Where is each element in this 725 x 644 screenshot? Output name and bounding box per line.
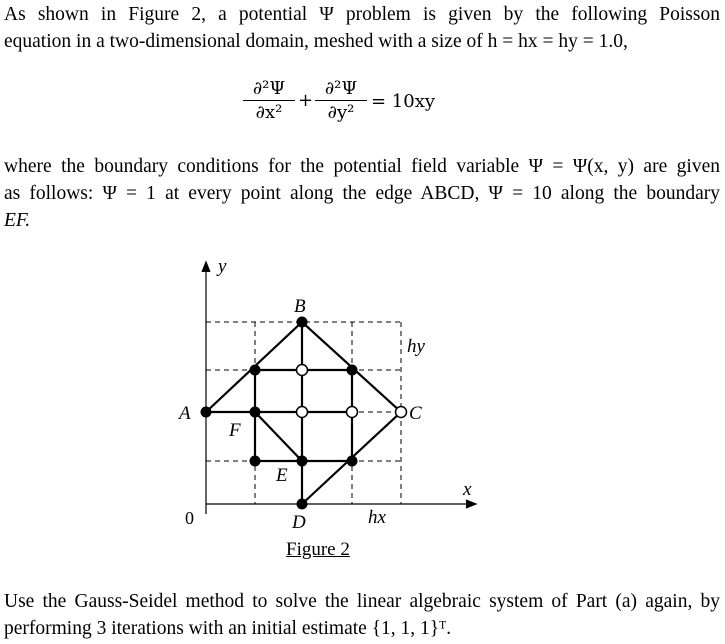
equation-rhs: = 10xy <box>371 91 436 112</box>
y-axis-label: y <box>218 256 227 277</box>
intro-line-1: As shown in Figure 2, a potential Ψ problem is given by the following Poisson <box>4 4 720 25</box>
d2psi-dy2-fraction <box>315 78 367 123</box>
origin-label: 0 <box>185 508 194 528</box>
node-label-F: F <box>229 420 241 441</box>
d2psi-dx2-fraction <box>243 78 295 123</box>
node-label-E: E <box>276 465 288 486</box>
hy-label: hy <box>407 336 425 357</box>
figure-caption: Figure 2 <box>286 539 350 560</box>
task-line-1: Use the Gauss-Seidel method to solve the linear algebraic system of Part (a) again, by <box>4 591 720 612</box>
task-line-2: performing 3 iterations with an initial estimate {1, 1, 1}ᵀ. <box>4 618 452 639</box>
bc-line-3: EF. <box>4 210 31 231</box>
bc-line-2: as follows: Ψ = 1 at every point along the edge ABCD, Ψ = 10 along the boundary <box>4 183 720 204</box>
plus-sign: + <box>298 90 314 111</box>
node-label-B: B <box>294 296 306 317</box>
problem-statement-intro <box>4 1 720 55</box>
fraction-denominator: ∂x² <box>255 102 283 123</box>
boundary-conditions-text <box>4 153 720 234</box>
fraction-numerator: ∂²Ψ <box>243 78 295 101</box>
intro-line-2: equation in a two-dimensional domain, meshed with a size of h = hx = hy = 1.0, <box>4 31 628 52</box>
node-label-D: D <box>292 512 306 533</box>
axes <box>202 262 476 514</box>
node-label-A: A <box>179 403 191 424</box>
x-axis-label: x <box>463 479 472 500</box>
figure-2-mesh-diagram <box>175 252 485 537</box>
hx-label: hx <box>368 507 386 528</box>
fraction-denominator: ∂y² <box>327 102 355 123</box>
bc-line-1: where the boundary conditions for the potential field variable Ψ = Ψ(x, y) are given <box>4 156 720 177</box>
fraction-numerator: ∂²Ψ <box>315 78 367 101</box>
gauss-seidel-task <box>4 588 720 642</box>
node-label-C: C <box>409 403 422 424</box>
